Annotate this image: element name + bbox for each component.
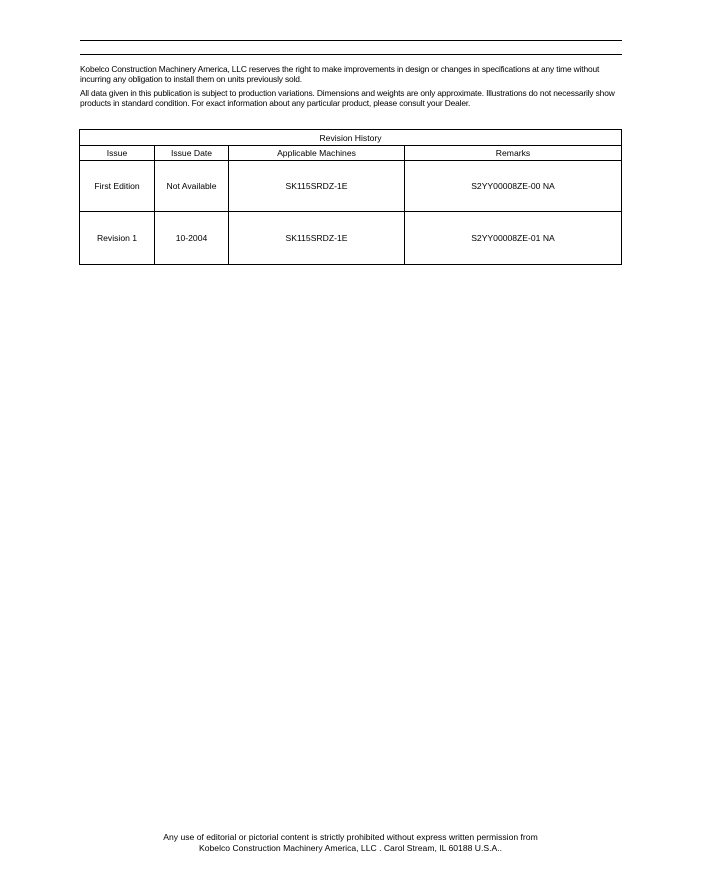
cell-issue-date: 10-2004 xyxy=(155,212,229,265)
disclaimer-rights: Kobelco Construction Machinery America, LLC reserves the right to make improvements in design or changes in specifications at any time without incurring any obligation to install them on units previously sold. xyxy=(80,64,600,84)
table-row xyxy=(80,161,622,212)
disclaimer-data: All data given in this publication is subject to production variations. Dimensions and weights are only approximate. Illustrations do not necessarily show products in standard condition. For exact information about any particular product, please consult your Dealer. xyxy=(80,88,615,108)
table-row xyxy=(80,212,622,265)
cell-issue: Revision 1 xyxy=(80,212,155,265)
cell-issue-date: Not Available xyxy=(155,161,229,212)
header-issue: Issue xyxy=(80,146,155,161)
cell-applicable-machines: SK115SRDZ-1E xyxy=(229,212,405,265)
cell-applicable-machines: SK115SRDZ-1E xyxy=(229,161,405,212)
header-applicable-machines: Applicable Machines xyxy=(229,146,405,161)
second-divider xyxy=(80,54,622,55)
footer-notice xyxy=(0,832,701,854)
cell-remarks: S2YY00008ZE-01 NA xyxy=(405,212,622,265)
cell-issue: First Edition xyxy=(80,161,155,212)
footer-line-2: Kobelco Construction Machinery America, LLC . Carol Stream, IL 60188 U.S.A.. xyxy=(199,843,502,853)
table-title: Revision History xyxy=(80,130,622,146)
table-header-row xyxy=(80,146,622,161)
header-remarks: Remarks xyxy=(405,146,622,161)
top-divider xyxy=(80,40,622,41)
footer-line-1: Any use of editorial or pictorial content is strictly prohibited without express written permission from xyxy=(163,832,538,842)
header-issue-date: Issue Date xyxy=(155,146,229,161)
cell-remarks: S2YY00008ZE-00 NA xyxy=(405,161,622,212)
revision-history-table xyxy=(79,129,622,265)
